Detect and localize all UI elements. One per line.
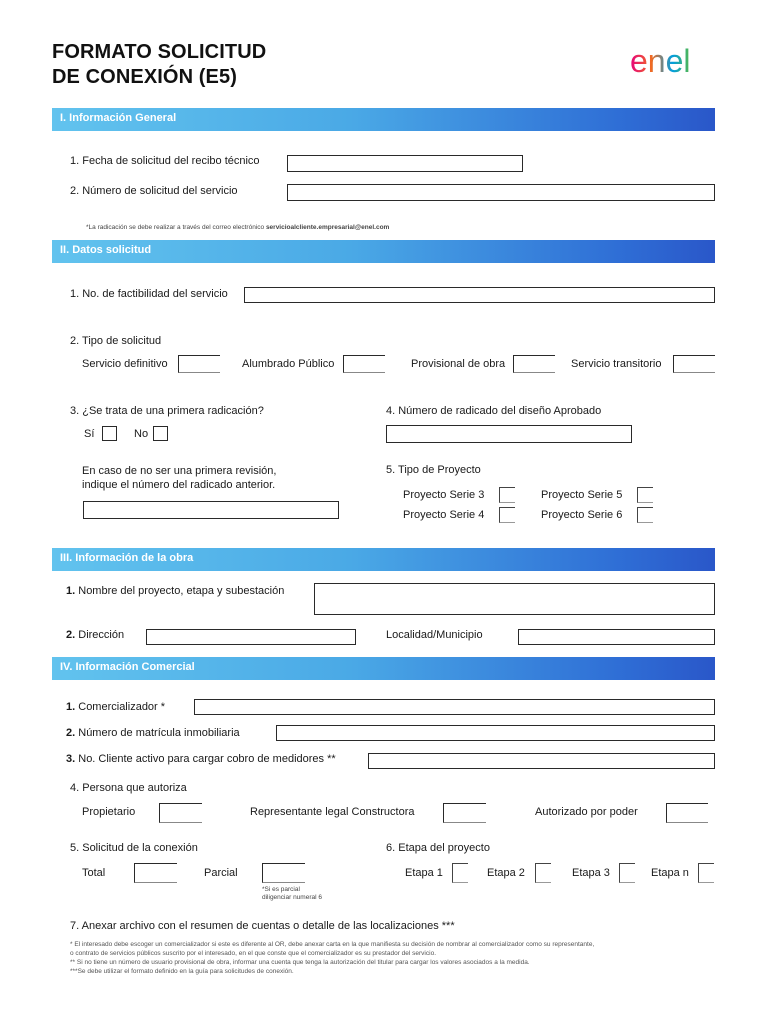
- footnote-2: o contrato de servicios públicos suscrito por el interesado, en el que conste que el comercializador es su prestador del servicio.: [70, 950, 436, 957]
- persona-autoriza-label: 4. Persona que autoriza: [70, 782, 187, 794]
- etapa-2-label: Etapa 2: [487, 867, 525, 879]
- servicio-definitivo-label: Servicio definitivo: [82, 358, 168, 370]
- radicado-diseno-label: 4. Número de radicado del diseño Aprobado: [386, 405, 602, 417]
- etapa-3-label: Etapa 3: [572, 867, 610, 879]
- solicitud-conexion-label: 5. Solicitud de la conexión: [70, 842, 198, 854]
- servicio-transitorio-label: Servicio transitorio: [571, 358, 662, 370]
- cliente-activo-input[interactable]: [368, 753, 715, 769]
- q2-numero-label: 2. Número de solicitud del servicio: [70, 185, 238, 197]
- enel-logo-graphic: [630, 45, 718, 79]
- serie-4-label: Proyecto Serie 4: [403, 509, 485, 521]
- parcial-note-1: *Si es parcial: [262, 886, 300, 893]
- parcial-checkbox[interactable]: [262, 863, 305, 883]
- si-checkbox[interactable]: [102, 426, 117, 441]
- serie-5-checkbox[interactable]: [637, 487, 653, 503]
- q1-fecha-label: 1. Fecha de solicitud del recibo técnico: [70, 155, 260, 167]
- page-title: [52, 40, 266, 90]
- provisional-obra-checkbox[interactable]: [513, 355, 555, 373]
- propietario-label: Propietario: [82, 806, 136, 818]
- nombre-proyecto-input[interactable]: [314, 583, 715, 615]
- etapa-3-checkbox[interactable]: [619, 863, 635, 883]
- localidad-input[interactable]: [518, 629, 715, 645]
- no-checkbox[interactable]: [153, 426, 168, 441]
- footnote-1: * El interesado debe escoger un comercializador si este es diferente al OR, debe anexar carta en la que manifiesta su decisión de nombrar al comercializador como su representante,: [70, 941, 595, 948]
- alumbrado-publico-label: Alumbrado Público: [242, 358, 335, 370]
- etapa-n-label: Etapa n: [651, 867, 689, 879]
- autorizado-label: Autorizado por poder: [535, 806, 638, 818]
- fecha-solicitud-input[interactable]: [287, 155, 523, 172]
- provisional-obra-label: Provisional de obra: [411, 358, 506, 370]
- autorizado-checkbox[interactable]: [666, 803, 708, 823]
- no-label: No: [134, 428, 149, 440]
- section-3-header: III. Información de la obra: [52, 548, 715, 571]
- matricula-input[interactable]: [276, 725, 715, 741]
- footnote-3: ** Si no tiene un número de usuario provisional de obra, informar una cuenta que tenga la autorización del titular para cargar los valores asociados a la medida.: [70, 959, 530, 966]
- etapa-1-checkbox[interactable]: [452, 863, 468, 883]
- radicacion-note: *La radicación se debe realizar a través del correo electrónico servicioalcliente.empresarial@enel.com: [86, 224, 390, 231]
- section-2-header: II. Datos solicitud: [52, 240, 715, 263]
- radicacion-email: servicioalcliente.empresarial@enel.com: [265, 224, 390, 231]
- radicado-anterior-input[interactable]: [83, 501, 339, 519]
- primera-radicacion-label: 3. ¿Se trata de una primera radicación?: [70, 405, 264, 417]
- factibilidad-input[interactable]: [244, 287, 715, 303]
- cliente-activo-label: 3. No. Cliente activo para cargar cobro de medidores **: [66, 753, 336, 765]
- radicado-diseno-input[interactable]: [386, 425, 632, 443]
- enel-logo: [630, 45, 718, 84]
- title-line-2: DE CONEXIÓN (E5): [52, 66, 237, 88]
- total-label: Total: [82, 867, 106, 879]
- footnote-4: ***Se debe utilizar el formato definido en la guía para solicitudes de conexión.: [70, 968, 294, 975]
- section-4-header: IV. Información Comercial: [52, 657, 715, 680]
- comercializador-input[interactable]: [194, 699, 715, 715]
- total-checkbox[interactable]: [134, 863, 177, 883]
- serie-4-checkbox[interactable]: [499, 507, 515, 523]
- serie-3-label: Proyecto Serie 3: [403, 489, 485, 501]
- etapa-proyecto-label: 6. Etapa del proyecto: [386, 842, 490, 854]
- si-label: Sí: [84, 428, 95, 440]
- serie-6-label: Proyecto Serie 6: [541, 509, 623, 521]
- factibilidad-label: 1. No. de factibilidad del servicio: [70, 288, 228, 300]
- parcial-note-2: diligenciar numeral 6: [262, 894, 322, 901]
- matricula-label: 2. Número de matrícula inmobiliaria: [66, 727, 240, 739]
- anexar-archivo-label: 7. Anexar archivo con el resumen de cuentas o detalle de las localizaciones ***: [70, 920, 455, 932]
- servicio-transitorio-checkbox[interactable]: [673, 355, 715, 373]
- etapa-n-checkbox[interactable]: [698, 863, 714, 883]
- direccion-label: 2. Dirección: [66, 629, 125, 641]
- localidad-label: Localidad/Municipio: [386, 629, 483, 641]
- logo-text: enel: [630, 45, 691, 79]
- title-line-1: FORMATO SOLICITUD: [52, 41, 267, 63]
- serie-6-checkbox[interactable]: [637, 507, 653, 523]
- serie-3-checkbox[interactable]: [499, 487, 515, 503]
- tipo-solicitud-label: 2. Tipo de solicitud: [70, 335, 162, 347]
- numero-solicitud-input[interactable]: [287, 184, 715, 201]
- etapa-2-checkbox[interactable]: [535, 863, 551, 883]
- direccion-input[interactable]: [146, 629, 356, 645]
- servicio-definitivo-checkbox[interactable]: [178, 355, 220, 373]
- etapa-1-label: Etapa 1: [405, 867, 443, 879]
- alumbrado-publico-checkbox[interactable]: [343, 355, 385, 373]
- radicado-anterior-note-1: En caso de no ser una primera revisión,: [82, 465, 277, 477]
- radicado-anterior-note-2: indique el número del radicado anterior.: [82, 479, 276, 491]
- propietario-checkbox[interactable]: [159, 803, 202, 823]
- representante-label: Representante legal Constructora: [250, 806, 415, 818]
- representante-checkbox[interactable]: [443, 803, 486, 823]
- comercializador-label: 1. Comercializador *: [66, 701, 166, 713]
- nombre-proyecto-label: 1. Nombre del proyecto, etapa y subestación: [66, 585, 285, 597]
- section-1-header: I. Información General: [52, 108, 715, 131]
- parcial-label: Parcial: [204, 867, 238, 879]
- serie-5-label: Proyecto Serie 5: [541, 489, 623, 501]
- tipo-proyecto-label: 5. Tipo de Proyecto: [386, 464, 481, 476]
